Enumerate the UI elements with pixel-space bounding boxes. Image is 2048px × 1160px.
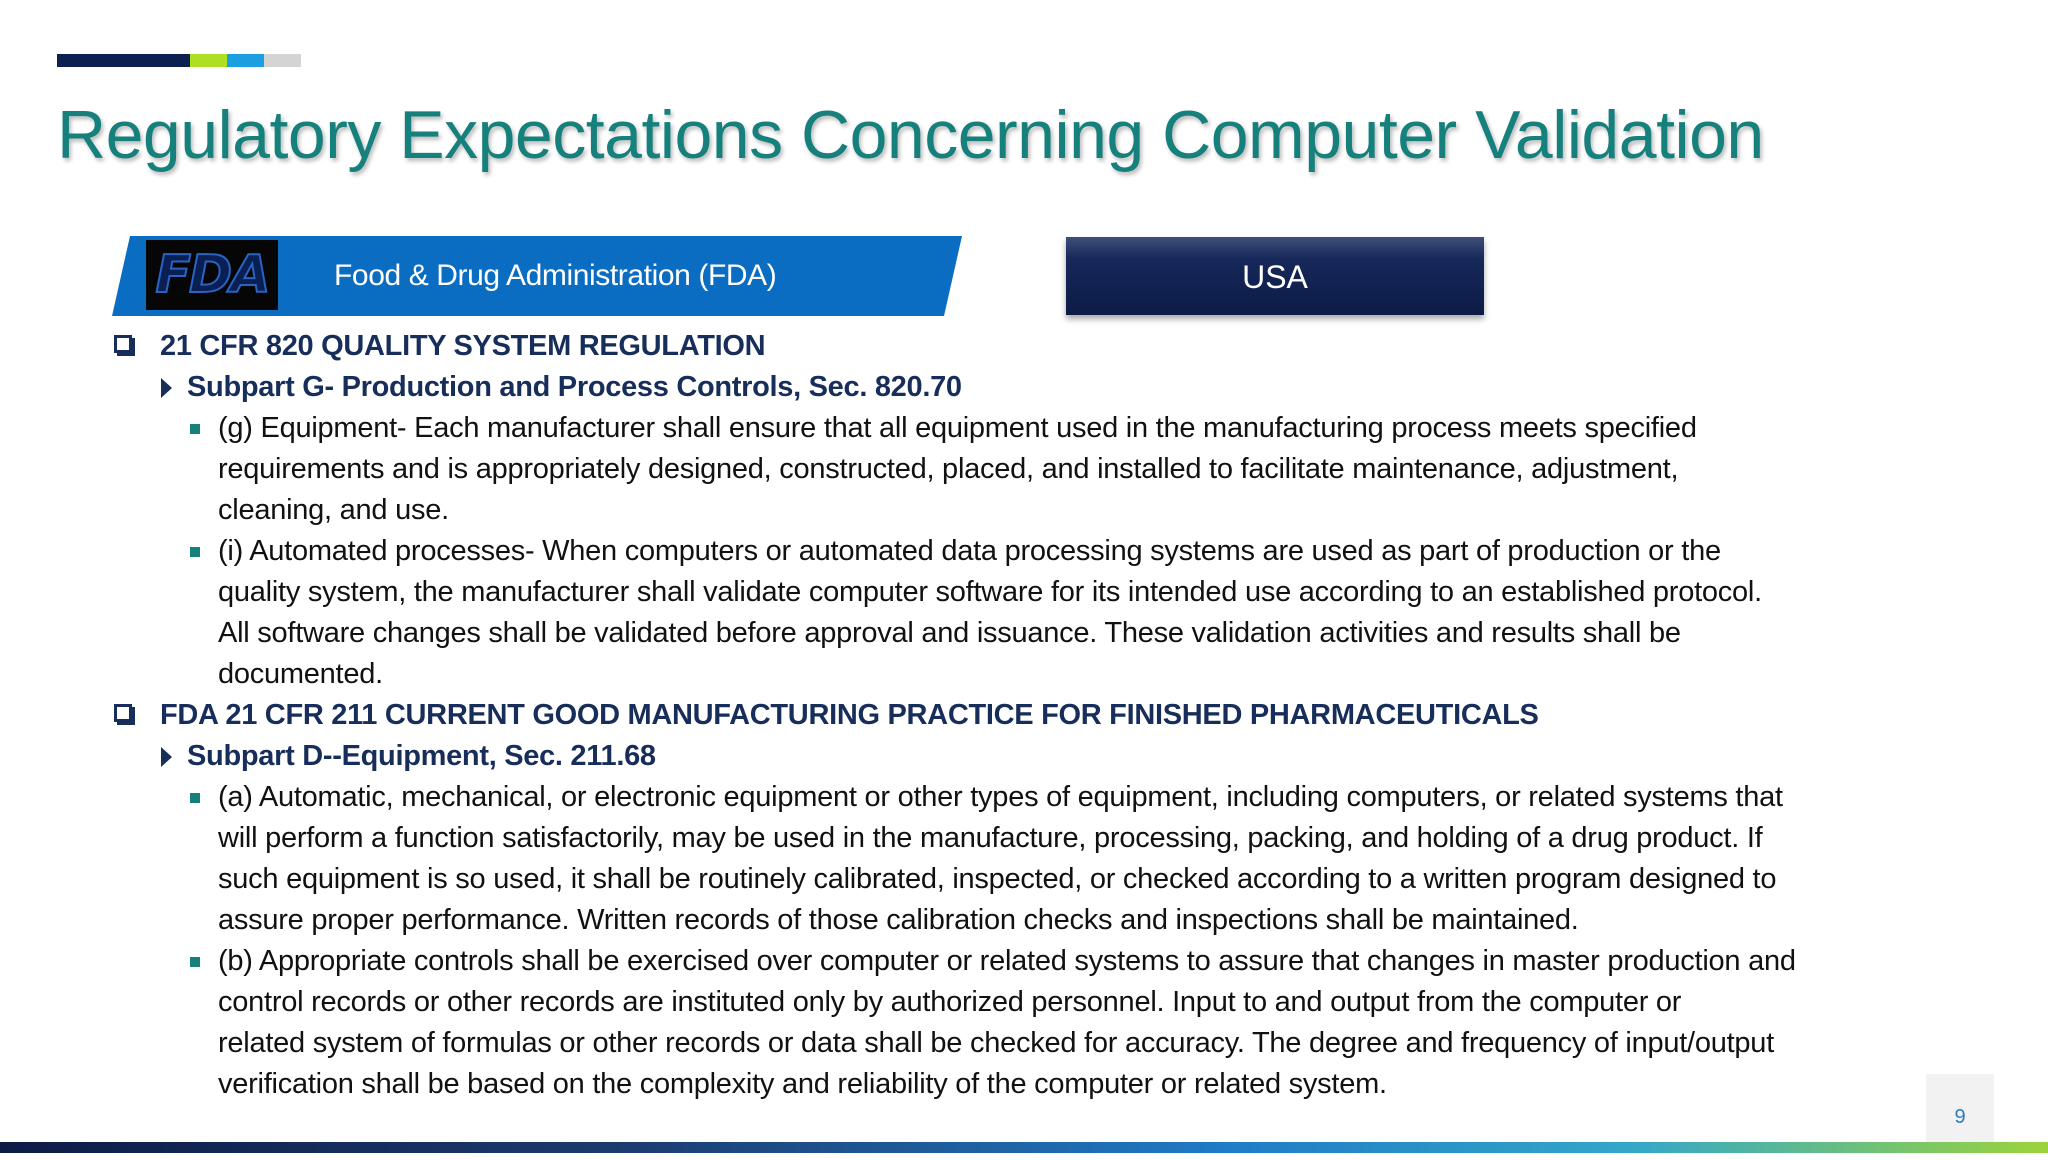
section-heading-text: FDA 21 CFR 211 CURRENT GOOD MANUFACTURING PRACTICE FOR FINISHED PHARMACEUTICALS (160, 699, 1539, 731)
paragraph-item (0, 531, 1760, 695)
region-badge: USA (1066, 237, 1484, 315)
fda-logo-text: FDA (155, 245, 269, 305)
accent-segment-gray (264, 54, 301, 67)
square-bullet-icon (190, 424, 200, 434)
square-bullet-icon (190, 957, 200, 967)
paragraph-line: control records or other records are instituted only by authorized personnel. Input to and output from the computer or (218, 986, 1682, 1018)
footer-gradient-bar (0, 1142, 2048, 1153)
accent-segment-navy (57, 54, 190, 67)
accent-bar (57, 54, 301, 67)
page-number: 9 (1926, 1074, 1994, 1153)
paragraph-line: such equipment is so used, it shall be routinely calibrated, inspected, or checked according to a written program designed to (218, 863, 1777, 895)
square-bullet-icon (190, 793, 200, 803)
arrow-bullet-icon (161, 747, 172, 767)
accent-segment-lime (190, 54, 227, 67)
paragraph-line: (a) Automatic, mechanical, or electronic equipment or other types of equipment, including computers, or related systems that (218, 781, 1783, 813)
paragraph-line: will perform a function satisfactorily, may be used in the manufacture, processing, packing, and holding of a drug product. If (218, 822, 1763, 854)
paragraph-line: quality system, the manufacturer shall validate computer software for its intended use according to an established protocol. (218, 576, 1762, 608)
paragraph-line: verification shall be based on the complexity and reliability of the computer or related system. (218, 1068, 1387, 1100)
paragraph-item (0, 777, 1783, 941)
section-subheading (0, 367, 2048, 408)
paragraph-line: documented. (218, 658, 383, 690)
section-heading-text: 21 CFR 820 QUALITY SYSTEM REGULATION (160, 330, 766, 362)
paragraph-line: cleaning, and use. (218, 494, 449, 526)
slide-title: Regulatory Expectations Concerning Computer Validation (57, 97, 1764, 173)
section-subheading-text: Subpart D--Equipment, Sec. 211.68 (187, 740, 656, 772)
section-subheading-text: Subpart G- Production and Process Controls, Sec. 820.70 (187, 371, 962, 403)
paragraph-item (0, 408, 1760, 531)
arrow-bullet-icon (161, 378, 172, 398)
square-bullet-icon (190, 547, 200, 557)
fda-logo (146, 240, 278, 310)
paragraph-line: (b) Appropriate controls shall be exercised over computer or related systems to assure that changes in master production and (218, 945, 1796, 977)
checkbox-bullet-icon (114, 704, 132, 722)
agency-label: Food & Drug Administration (FDA) (334, 259, 777, 292)
section-heading (0, 695, 2048, 736)
paragraph-line: All software changes shall be validated before approval and issuance. These validation activities and results shall be (218, 617, 1681, 649)
paragraph-line: requirements and is appropriately designed, constructed, placed, and installed to facilitate maintenance, adjustment, (218, 453, 1679, 485)
content-body (0, 326, 2048, 1105)
paragraph-line: assure proper performance. Written records of those calibration checks and inspections shall be maintained. (218, 904, 1579, 936)
paragraph-item (0, 941, 1796, 1105)
paragraph-line: related system of formulas or other records or data shall be checked for accuracy. The degree and frequency of input/output (218, 1027, 1774, 1059)
section-subheading (0, 736, 2048, 777)
section-heading (0, 326, 2048, 367)
paragraph-line: (i) Automated processes- When computers or automated data processing systems are used as part of production or the (218, 535, 1721, 567)
paragraph-line: (g) Equipment- Each manufacturer shall ensure that all equipment used in the manufacturing process meets specified (218, 412, 1697, 444)
accent-segment-blue (227, 54, 264, 67)
checkbox-bullet-icon (114, 335, 132, 353)
